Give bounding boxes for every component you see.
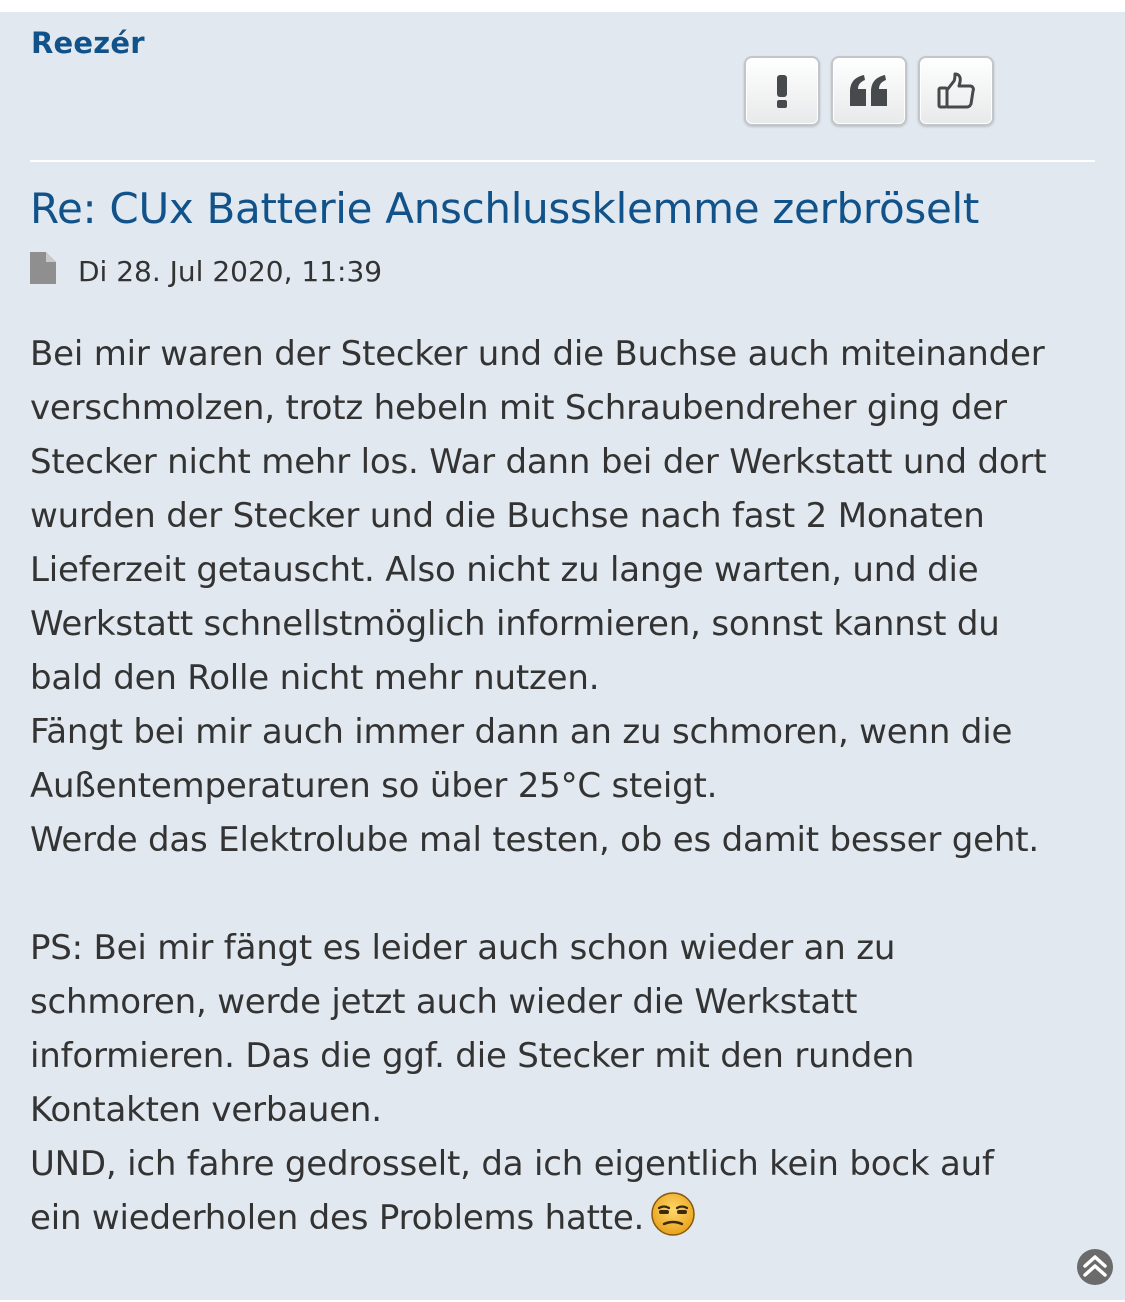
content-line-with-smiley — [30, 1191, 1105, 1253]
content-line: PS: Bei mir fängt es leider auch schon wieder an zu — [30, 928, 896, 968]
chevron-up-circle-icon — [1076, 1273, 1114, 1290]
post-paragraph — [30, 921, 1105, 1253]
post-paragraph — [30, 327, 1105, 867]
content-line-text: ein wiederholen des Problems hatte. — [30, 1198, 645, 1238]
post-content — [30, 327, 1105, 1253]
content-line: Außentemperaturen so über 25°C steigt. — [30, 766, 718, 806]
forum-post — [0, 12, 1125, 1300]
post-title[interactable]: Re: CUx Batterie Anschlussklemme zerbröselt — [30, 184, 980, 233]
content-line: Bei mir waren der Stecker und die Buchse auch miteinander — [30, 334, 1045, 374]
post-divider — [30, 160, 1095, 162]
content-line: Werde das Elektrolube mal testen, ob es damit besser geht. — [30, 820, 1039, 860]
content-line: UND, ich fahre gedrosselt, da ich eigentlich kein bock auf — [30, 1144, 994, 1184]
content-line: Stecker nicht mehr los. War dann bei der Werkstatt und dort — [30, 442, 1047, 482]
content-line: verschmolzen, trotz hebeln mit Schraubendreher ging der — [30, 388, 1007, 428]
document-icon[interactable] — [30, 252, 56, 291]
quote-icon — [848, 74, 890, 108]
post-author-link[interactable]: Reezér — [31, 26, 145, 60]
content-line: bald den Rolle nicht mehr nutzen. — [30, 658, 600, 698]
content-line: Fängt bei mir auch immer dann an zu schmoren, wenn die — [30, 712, 1013, 752]
post-action-buttons — [744, 56, 994, 126]
content-line: Kontakten verbauen. — [30, 1090, 382, 1130]
paragraph-gap — [30, 867, 1105, 921]
unamused-face-icon — [650, 1191, 696, 1253]
content-line: Lieferzeit getauscht. Also nicht zu lange warten, und die — [30, 550, 979, 590]
post-date: Di 28. Jul 2020, 11:39 — [78, 255, 383, 288]
content-line: wurden der Stecker und die Buchse nach fast 2 Monaten — [30, 496, 985, 536]
content-line: Werkstatt schnellstmöglich informieren, sonnst kannst du — [30, 604, 1000, 644]
quote-button[interactable] — [831, 56, 907, 126]
back-to-top-button[interactable] — [1076, 1248, 1114, 1291]
exclamation-icon — [772, 73, 792, 109]
thumbs-up-icon — [936, 71, 976, 111]
report-button[interactable] — [744, 56, 820, 126]
post-meta — [30, 252, 382, 291]
content-line: informieren. Das die ggf. die Stecker mit den runden — [30, 1036, 915, 1076]
content-line: schmoren, werde jetzt auch wieder die Werkstatt — [30, 982, 858, 1022]
like-button[interactable] — [918, 56, 994, 126]
